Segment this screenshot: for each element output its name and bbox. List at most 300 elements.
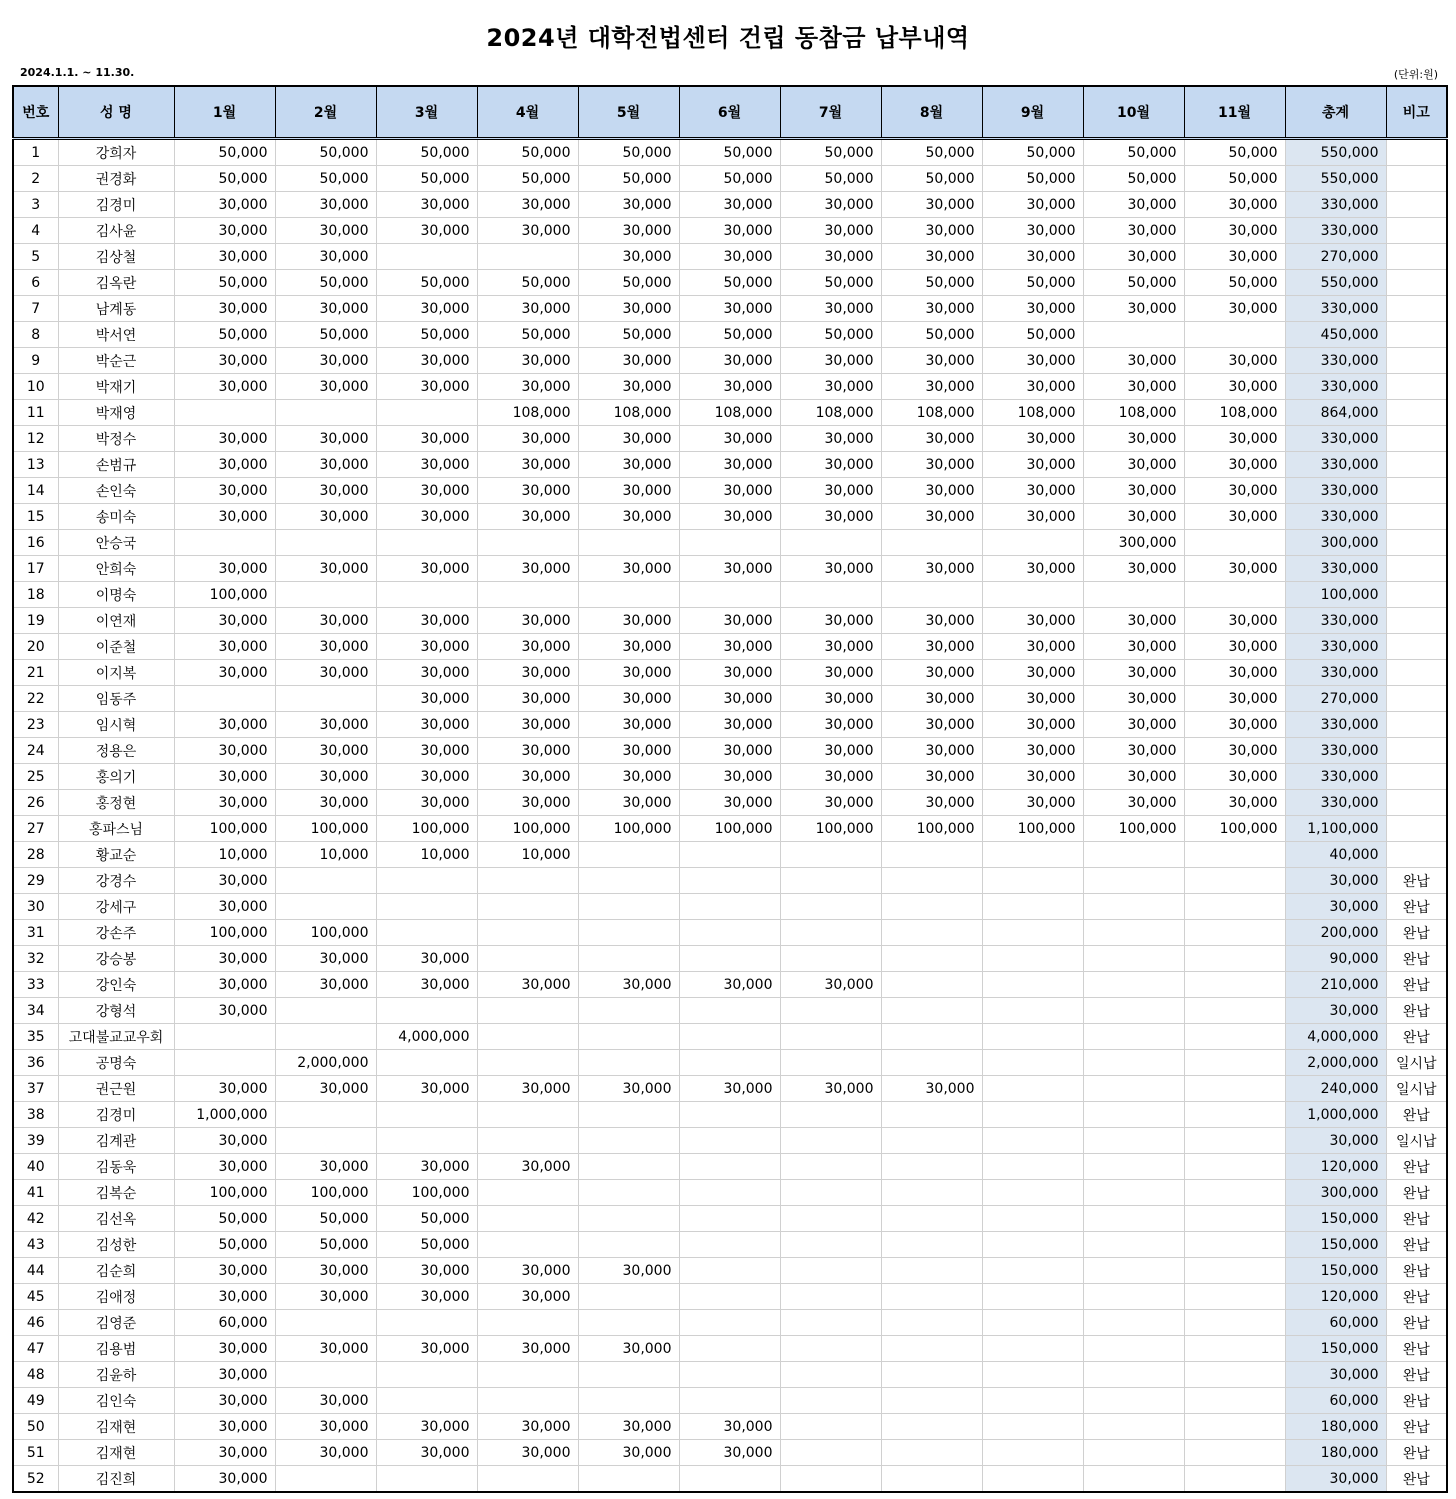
cell-m6: 30,000 [679, 738, 780, 764]
table-row [13, 712, 1447, 738]
cell-m8: 30,000 [881, 738, 982, 764]
cell-no: 36 [13, 1050, 58, 1076]
cell-m10: 50,000 [1083, 166, 1184, 192]
cell-m5: 30,000 [578, 738, 679, 764]
cell-no: 22 [13, 686, 58, 712]
cell-m9 [982, 1154, 1083, 1180]
cell-m3: 30,000 [376, 1284, 477, 1310]
cell-name: 김계관 [58, 1128, 174, 1154]
cell-m1: 30,000 [174, 244, 275, 270]
cell-note [1386, 504, 1447, 530]
cell-m9: 30,000 [982, 634, 1083, 660]
table-row [13, 504, 1447, 530]
cell-total: 330,000 [1285, 478, 1386, 504]
cell-name: 손범규 [58, 452, 174, 478]
cell-m4: 30,000 [477, 1258, 578, 1284]
cell-m8 [881, 1336, 982, 1362]
cell-m10: 50,000 [1083, 139, 1184, 166]
cell-m3: 30,000 [376, 1336, 477, 1362]
cell-m4 [477, 1206, 578, 1232]
cell-total: 550,000 [1285, 270, 1386, 296]
cell-m11: 30,000 [1184, 608, 1285, 634]
cell-m1: 30,000 [174, 790, 275, 816]
cell-m6: 108,000 [679, 400, 780, 426]
cell-m9 [982, 946, 1083, 972]
cell-m3: 30,000 [376, 426, 477, 452]
cell-m9: 30,000 [982, 608, 1083, 634]
cell-m11 [1184, 1024, 1285, 1050]
cell-m5 [578, 1050, 679, 1076]
cell-m8: 30,000 [881, 556, 982, 582]
cell-m5: 30,000 [578, 764, 679, 790]
table-row [13, 920, 1447, 946]
header-month-10: 10월 [1083, 86, 1184, 139]
cell-m6: 50,000 [679, 139, 780, 166]
cell-no: 35 [13, 1024, 58, 1050]
cell-m1: 30,000 [174, 296, 275, 322]
cell-no: 3 [13, 192, 58, 218]
cell-m3: 30,000 [376, 634, 477, 660]
cell-m1: 30,000 [174, 478, 275, 504]
cell-m6 [679, 1336, 780, 1362]
cell-note: 완납 [1386, 894, 1447, 920]
cell-m8 [881, 1232, 982, 1258]
cell-m3 [376, 998, 477, 1024]
cell-m10 [1083, 972, 1184, 998]
cell-no: 51 [13, 1440, 58, 1466]
cell-m5 [578, 1206, 679, 1232]
cell-m10 [1083, 1076, 1184, 1102]
cell-note [1386, 764, 1447, 790]
cell-m2: 30,000 [275, 244, 376, 270]
cell-no: 17 [13, 556, 58, 582]
cell-total: 330,000 [1285, 504, 1386, 530]
cell-m8 [881, 1258, 982, 1284]
cell-m3: 50,000 [376, 139, 477, 166]
cell-no: 26 [13, 790, 58, 816]
table-row [13, 1076, 1447, 1102]
cell-m4 [477, 530, 578, 556]
cell-total: 120,000 [1285, 1284, 1386, 1310]
cell-m9 [982, 1050, 1083, 1076]
cell-m6 [679, 1258, 780, 1284]
cell-total: 330,000 [1285, 556, 1386, 582]
cell-no: 52 [13, 1466, 58, 1493]
cell-m1: 30,000 [174, 218, 275, 244]
cell-note [1386, 166, 1447, 192]
cell-m8 [881, 1388, 982, 1414]
table-row [13, 1414, 1447, 1440]
cell-m3: 30,000 [376, 556, 477, 582]
cell-m8: 30,000 [881, 686, 982, 712]
cell-m11 [1184, 1232, 1285, 1258]
cell-total: 180,000 [1285, 1440, 1386, 1466]
cell-no: 7 [13, 296, 58, 322]
cell-m1: 100,000 [174, 582, 275, 608]
cell-no: 12 [13, 426, 58, 452]
cell-m8: 30,000 [881, 244, 982, 270]
cell-m3: 100,000 [376, 1180, 477, 1206]
cell-m2 [275, 400, 376, 426]
cell-m10: 30,000 [1083, 426, 1184, 452]
cell-m3 [376, 1388, 477, 1414]
cell-m1: 30,000 [174, 738, 275, 764]
cell-m5: 100,000 [578, 816, 679, 842]
cell-m10 [1083, 1232, 1184, 1258]
cell-m4: 30,000 [477, 1284, 578, 1310]
cell-m7 [780, 1362, 881, 1388]
cell-note: 완납 [1386, 1258, 1447, 1284]
cell-m2: 30,000 [275, 790, 376, 816]
table-row [13, 478, 1447, 504]
cell-m7 [780, 1050, 881, 1076]
cell-m7 [780, 1024, 881, 1050]
cell-m2: 30,000 [275, 556, 376, 582]
cell-name: 김용범 [58, 1336, 174, 1362]
cell-name: 홍정현 [58, 790, 174, 816]
cell-name: 김윤하 [58, 1362, 174, 1388]
cell-m1 [174, 400, 275, 426]
cell-name: 송미숙 [58, 504, 174, 530]
page-title: 2024년 대학전법센터 건립 동참금 납부내역 [486, 24, 970, 52]
cell-m8 [881, 1466, 982, 1493]
cell-note [1386, 842, 1447, 868]
cell-no: 9 [13, 348, 58, 374]
cell-total: 864,000 [1285, 400, 1386, 426]
cell-total: 330,000 [1285, 192, 1386, 218]
cell-name: 이연재 [58, 608, 174, 634]
cell-m10 [1083, 998, 1184, 1024]
cell-m10 [1083, 946, 1184, 972]
cell-m4 [477, 920, 578, 946]
cell-m4: 30,000 [477, 452, 578, 478]
cell-m1: 30,000 [174, 504, 275, 530]
cell-m4 [477, 1128, 578, 1154]
cell-total: 90,000 [1285, 946, 1386, 972]
cell-name: 김사윤 [58, 218, 174, 244]
cell-total: 550,000 [1285, 139, 1386, 166]
cell-name: 안승국 [58, 530, 174, 556]
cell-m4: 30,000 [477, 686, 578, 712]
cell-m10: 30,000 [1083, 192, 1184, 218]
cell-m6: 30,000 [679, 504, 780, 530]
cell-m3 [376, 868, 477, 894]
cell-total: 330,000 [1285, 738, 1386, 764]
cell-m7: 30,000 [780, 738, 881, 764]
cell-total: 30,000 [1285, 1466, 1386, 1493]
cell-note [1386, 452, 1447, 478]
cell-m11 [1184, 1258, 1285, 1284]
cell-m9 [982, 972, 1083, 998]
cell-m7 [780, 1180, 881, 1206]
cell-m4: 30,000 [477, 790, 578, 816]
cell-no: 48 [13, 1362, 58, 1388]
cell-m4: 10,000 [477, 842, 578, 868]
cell-m4: 30,000 [477, 504, 578, 530]
cell-m1 [174, 1050, 275, 1076]
cell-m3: 30,000 [376, 478, 477, 504]
cell-m11 [1184, 530, 1285, 556]
cell-m6: 50,000 [679, 166, 780, 192]
cell-m2 [275, 1128, 376, 1154]
cell-m10 [1083, 322, 1184, 348]
cell-m6: 30,000 [679, 478, 780, 504]
header-month-4: 4월 [477, 86, 578, 139]
cell-m11: 30,000 [1184, 478, 1285, 504]
cell-m11 [1184, 1310, 1285, 1336]
donation-table [12, 85, 1448, 1493]
table-row [13, 1154, 1447, 1180]
cell-m6: 30,000 [679, 244, 780, 270]
cell-m4 [477, 1024, 578, 1050]
cell-m9 [982, 530, 1083, 556]
cell-m2 [275, 1102, 376, 1128]
cell-m10: 30,000 [1083, 296, 1184, 322]
cell-m7 [780, 1154, 881, 1180]
cell-note [1386, 296, 1447, 322]
cell-m1: 30,000 [174, 426, 275, 452]
cell-m6 [679, 842, 780, 868]
cell-m10: 30,000 [1083, 712, 1184, 738]
cell-m11 [1184, 1284, 1285, 1310]
table-row [13, 842, 1447, 868]
cell-total: 330,000 [1285, 712, 1386, 738]
cell-m7: 30,000 [780, 504, 881, 530]
cell-m7: 30,000 [780, 556, 881, 582]
cell-m4 [477, 1362, 578, 1388]
cell-m10 [1083, 1102, 1184, 1128]
cell-m1: 30,000 [174, 192, 275, 218]
table-row [13, 1232, 1447, 1258]
cell-m7: 30,000 [780, 374, 881, 400]
cell-m5 [578, 1284, 679, 1310]
cell-m10 [1083, 920, 1184, 946]
cell-m3: 10,000 [376, 842, 477, 868]
cell-total: 180,000 [1285, 1414, 1386, 1440]
cell-name: 김동욱 [58, 1154, 174, 1180]
table-row [13, 556, 1447, 582]
cell-m2: 10,000 [275, 842, 376, 868]
cell-m11: 30,000 [1184, 634, 1285, 660]
cell-m6: 30,000 [679, 1414, 780, 1440]
cell-m7 [780, 1258, 881, 1284]
cell-m6: 30,000 [679, 660, 780, 686]
cell-m10: 30,000 [1083, 504, 1184, 530]
cell-note [1386, 634, 1447, 660]
cell-name: 강경수 [58, 868, 174, 894]
cell-name: 안희숙 [58, 556, 174, 582]
cell-m7 [780, 1414, 881, 1440]
cell-m10 [1083, 582, 1184, 608]
cell-m1 [174, 530, 275, 556]
cell-name: 강인숙 [58, 972, 174, 998]
cell-m4 [477, 894, 578, 920]
cell-m5 [578, 920, 679, 946]
cell-m8: 30,000 [881, 452, 982, 478]
cell-m10: 30,000 [1083, 660, 1184, 686]
table-row [13, 1050, 1447, 1076]
header-month-7: 7월 [780, 86, 881, 139]
cell-no: 1 [13, 139, 58, 166]
cell-m11 [1184, 1076, 1285, 1102]
cell-m11 [1184, 582, 1285, 608]
cell-m8 [881, 1440, 982, 1466]
cell-m10 [1083, 1362, 1184, 1388]
cell-total: 40,000 [1285, 842, 1386, 868]
cell-m6 [679, 1310, 780, 1336]
cell-no: 8 [13, 322, 58, 348]
cell-name: 박서연 [58, 322, 174, 348]
cell-m4: 30,000 [477, 712, 578, 738]
cell-total: 150,000 [1285, 1206, 1386, 1232]
cell-m10 [1083, 1284, 1184, 1310]
cell-m1: 1,000,000 [174, 1102, 275, 1128]
cell-m8: 30,000 [881, 790, 982, 816]
cell-m8: 30,000 [881, 426, 982, 452]
cell-m5: 30,000 [578, 608, 679, 634]
cell-m11 [1184, 1466, 1285, 1493]
cell-m2: 2,000,000 [275, 1050, 376, 1076]
cell-no: 23 [13, 712, 58, 738]
cell-m3: 30,000 [376, 348, 477, 374]
table-row [13, 1336, 1447, 1362]
cell-m3: 30,000 [376, 452, 477, 478]
cell-note [1386, 686, 1447, 712]
cell-m7: 30,000 [780, 192, 881, 218]
cell-no: 6 [13, 270, 58, 296]
cell-m5: 30,000 [578, 790, 679, 816]
cell-m9: 30,000 [982, 426, 1083, 452]
cell-m8 [881, 1206, 982, 1232]
cell-m8 [881, 998, 982, 1024]
cell-m7: 50,000 [780, 166, 881, 192]
cell-m1: 30,000 [174, 972, 275, 998]
cell-no: 14 [13, 478, 58, 504]
cell-note: 완납 [1386, 946, 1447, 972]
cell-m8: 50,000 [881, 166, 982, 192]
cell-name: 고대불교교우회 [58, 1024, 174, 1050]
cell-name: 황교순 [58, 842, 174, 868]
cell-m11: 30,000 [1184, 296, 1285, 322]
cell-total: 30,000 [1285, 894, 1386, 920]
cell-m3: 30,000 [376, 1258, 477, 1284]
table-row [13, 764, 1447, 790]
cell-m4 [477, 1050, 578, 1076]
cell-m6: 30,000 [679, 972, 780, 998]
cell-m3: 50,000 [376, 270, 477, 296]
cell-name: 김재현 [58, 1440, 174, 1466]
cell-no: 32 [13, 946, 58, 972]
cell-m11: 30,000 [1184, 660, 1285, 686]
table-row [13, 322, 1447, 348]
table-row [13, 1102, 1447, 1128]
cell-name: 박순근 [58, 348, 174, 374]
cell-m6 [679, 1050, 780, 1076]
cell-m5: 30,000 [578, 1336, 679, 1362]
cell-m3: 30,000 [376, 296, 477, 322]
cell-m9 [982, 1102, 1083, 1128]
cell-m2: 30,000 [275, 1336, 376, 1362]
table-row [13, 972, 1447, 998]
cell-m2: 30,000 [275, 1258, 376, 1284]
cell-m9 [982, 1180, 1083, 1206]
cell-m3: 30,000 [376, 1414, 477, 1440]
cell-m7: 30,000 [780, 712, 881, 738]
cell-no: 29 [13, 868, 58, 894]
cell-m1 [174, 686, 275, 712]
cell-name: 강형석 [58, 998, 174, 1024]
cell-m4: 30,000 [477, 1076, 578, 1102]
cell-m1: 30,000 [174, 1440, 275, 1466]
cell-m2 [275, 1362, 376, 1388]
cell-m3: 4,000,000 [376, 1024, 477, 1050]
cell-m11: 50,000 [1184, 270, 1285, 296]
cell-m3: 30,000 [376, 738, 477, 764]
table-row [13, 348, 1447, 374]
header-month-9: 9월 [982, 86, 1083, 139]
cell-m7: 30,000 [780, 608, 881, 634]
cell-m3: 30,000 [376, 1440, 477, 1466]
cell-note [1386, 192, 1447, 218]
cell-m5: 30,000 [578, 244, 679, 270]
cell-m9 [982, 1440, 1083, 1466]
cell-note: 일시납 [1386, 1050, 1447, 1076]
cell-m4: 30,000 [477, 764, 578, 790]
cell-m9: 30,000 [982, 790, 1083, 816]
cell-name: 김재현 [58, 1414, 174, 1440]
cell-total: 240,000 [1285, 1076, 1386, 1102]
cell-total: 30,000 [1285, 1362, 1386, 1388]
cell-note: 완납 [1386, 998, 1447, 1024]
table-row [13, 946, 1447, 972]
cell-m4: 30,000 [477, 1336, 578, 1362]
cell-m9: 100,000 [982, 816, 1083, 842]
cell-total: 330,000 [1285, 660, 1386, 686]
cell-m8 [881, 1310, 982, 1336]
cell-m11: 30,000 [1184, 426, 1285, 452]
cell-m8 [881, 530, 982, 556]
header-month-3: 3월 [376, 86, 477, 139]
cell-m9: 50,000 [982, 166, 1083, 192]
table-row [13, 998, 1447, 1024]
cell-m11 [1184, 1388, 1285, 1414]
cell-m9: 30,000 [982, 686, 1083, 712]
table-row [13, 244, 1447, 270]
header-month-11: 11월 [1184, 86, 1285, 139]
cell-m11 [1184, 1102, 1285, 1128]
cell-m6: 30,000 [679, 556, 780, 582]
cell-m6 [679, 1362, 780, 1388]
cell-m8: 30,000 [881, 608, 982, 634]
table-row [13, 686, 1447, 712]
cell-m10: 30,000 [1083, 452, 1184, 478]
cell-note: 완납 [1386, 1284, 1447, 1310]
cell-m3 [376, 1466, 477, 1493]
cell-m11: 100,000 [1184, 816, 1285, 842]
cell-m8: 30,000 [881, 218, 982, 244]
cell-name: 김옥란 [58, 270, 174, 296]
cell-m10: 30,000 [1083, 244, 1184, 270]
cell-m9 [982, 868, 1083, 894]
cell-m4 [477, 868, 578, 894]
cell-m6: 30,000 [679, 192, 780, 218]
cell-m3 [376, 582, 477, 608]
cell-m9: 30,000 [982, 244, 1083, 270]
cell-note [1386, 556, 1447, 582]
cell-m10 [1083, 1180, 1184, 1206]
cell-m3: 30,000 [376, 660, 477, 686]
cell-total: 30,000 [1285, 868, 1386, 894]
